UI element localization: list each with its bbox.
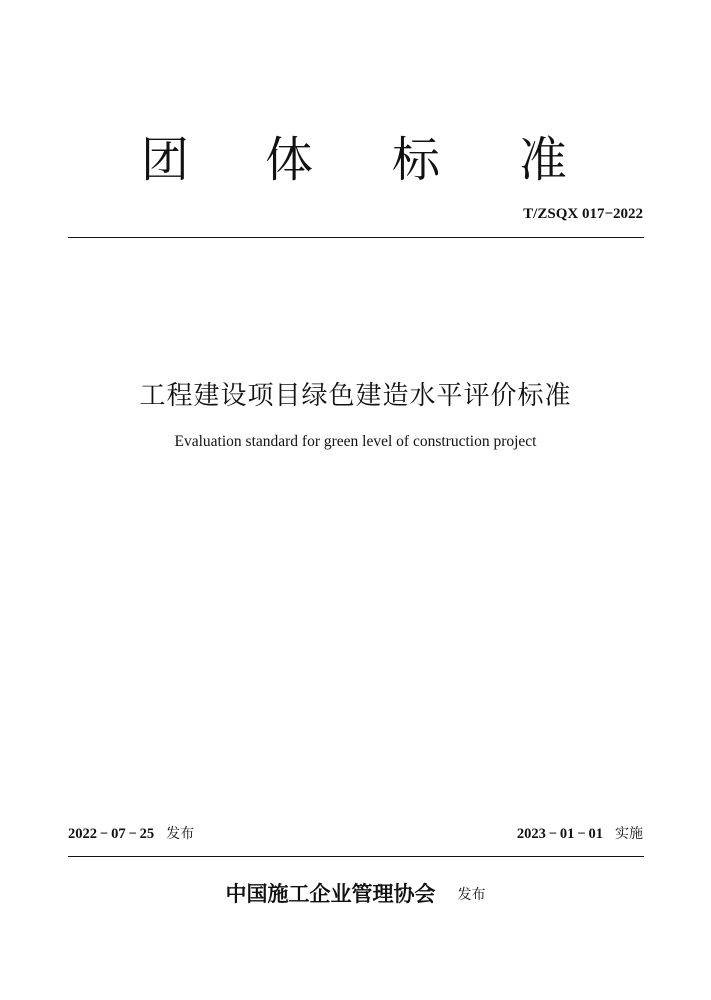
publisher-label: 发布: [457, 887, 486, 903]
publisher-block: [0, 877, 711, 912]
standard-code: T/ZSQX 017−2022: [523, 206, 643, 222]
standard-type-char-2: 体: [265, 132, 314, 188]
standard-type-char-1: 团: [141, 132, 190, 188]
release-date-block: [68, 823, 194, 845]
top-divider: [68, 237, 644, 238]
publisher-organization: 中国施工企业管理协会: [225, 881, 436, 906]
bottom-divider: [68, 856, 644, 857]
document-title-chinese: 工程建设项目绿色建造水平评价标准: [139, 381, 572, 411]
standard-type-char-3: 标: [392, 132, 441, 188]
implement-date-block: [517, 823, 643, 845]
release-label: 发布: [166, 826, 195, 842]
release-date: 2022 − 07 − 25: [68, 826, 155, 842]
implement-date: 2023 − 01 − 01: [516, 826, 603, 842]
standard-type-char-4: 准: [519, 132, 568, 188]
standard-type-heading: [0, 128, 711, 192]
implement-label: 实施: [615, 826, 643, 842]
document-title-english: Evaluation standard for green level of construction project: [174, 433, 537, 450]
